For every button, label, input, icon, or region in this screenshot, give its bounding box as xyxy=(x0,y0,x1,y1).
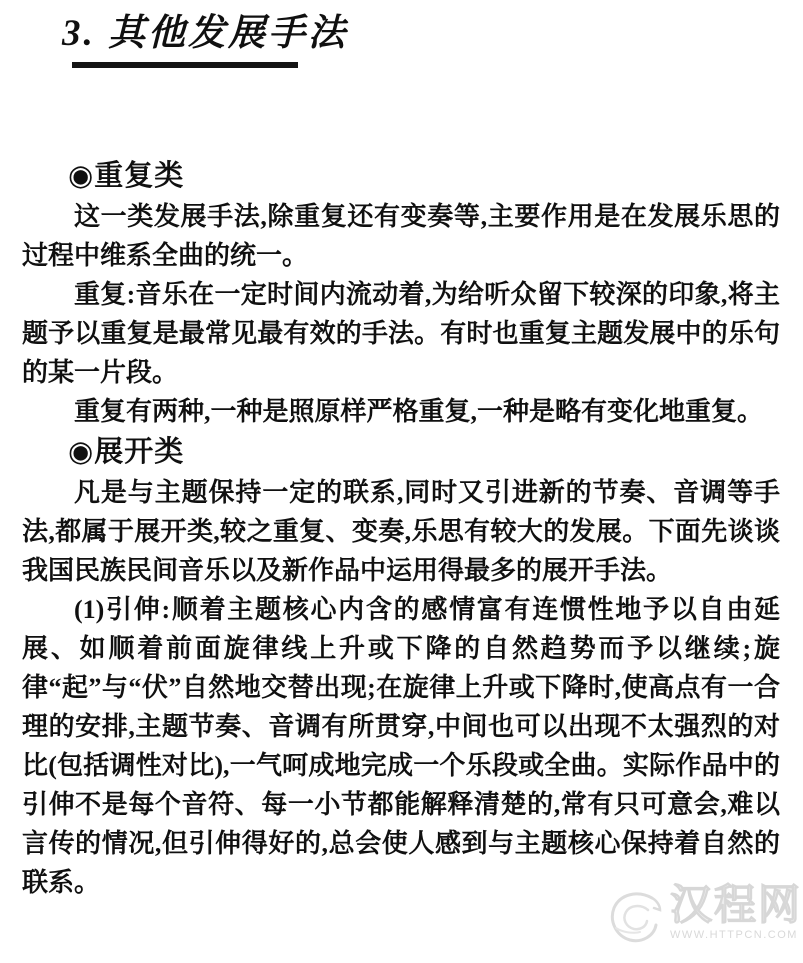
section-heading: ◉展开类 xyxy=(68,436,185,468)
paragraph: 这一类发展手法,除重复还有变奏等,主要作用是在发展乐思的过程中维系全曲的统一。 xyxy=(22,202,780,270)
chapter-title: 3. 其他发展手法 xyxy=(62,13,348,54)
httpcn-dragon-logo-icon xyxy=(608,888,666,955)
paragraph: 凡是与主题保持一定的联系,同时又引进新的节奏、音调等手法,都属于展开类,较之重复、变奏,乐思有较大的发展。下面先谈谈我国民族民间音乐以及新作品中运用得最多的展开手法。 xyxy=(22,478,780,585)
watermark-text-group xyxy=(670,884,802,942)
paragraph: 重复有两种,一种是照原样严格重复,一种是略有变化地重复。 xyxy=(74,397,764,426)
paragraph: 重复:音乐在一定时间内流动着,为给听众留下较深的印象,将主题予以重复是最常见最有效的手法。有时也重复主题发展中的乐句的某一片段。 xyxy=(22,280,780,387)
paragraph: (1)引伸:顺着主题核心内含的感情富有连惯性地予以自由延展、如顺着前面旋律线上升或下降的自然趋势而予以继续;旋律“起”与“伏”自然地交替出现;在旋律上升或下降时,使高点有一合理的安排,主题节奏、音调有所贯穿,中间也可以出现不太强烈的对比(包括调性对比),一气呵成地完成一个乐段或全曲。实际作品中的引伸不是每个音符、每一小节都能解释清楚的,常有只可意会,难以言传的情况,但引伸得好的,总会使人感到与主题核心保持着自然的联系。 xyxy=(22,595,780,897)
title-underline xyxy=(72,62,298,68)
watermark xyxy=(608,884,803,956)
document-content xyxy=(22,155,780,902)
watermark-site-name: 汉程网 xyxy=(670,883,803,929)
watermark-site-url: WWW.HTTPCN.COM xyxy=(670,929,798,941)
section-heading: ◉重复类 xyxy=(68,160,185,192)
